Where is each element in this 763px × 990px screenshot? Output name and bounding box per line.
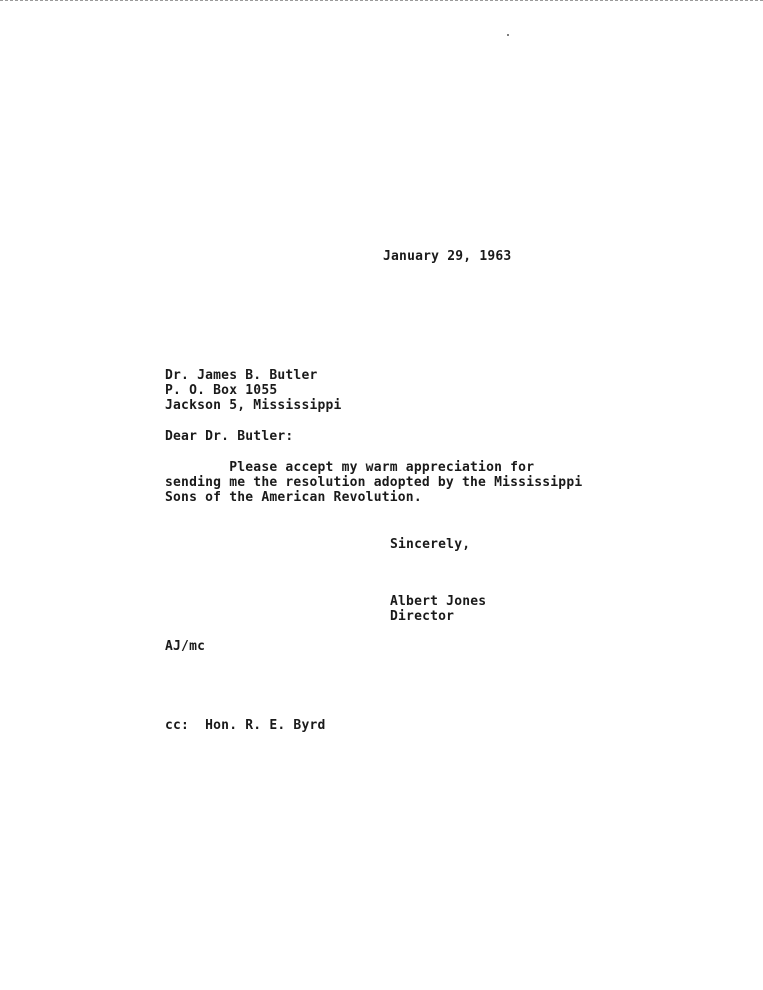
body-line: Please accept my warm appreciation for bbox=[165, 460, 535, 475]
body-line: sending me the resolution adopted by the Mississippi bbox=[165, 475, 583, 490]
signer-name: Albert Jones bbox=[390, 594, 487, 609]
salutation: Dear Dr. Butler: bbox=[165, 429, 294, 444]
recipient-name: Dr. James B. Butler bbox=[165, 368, 318, 383]
body-line: Sons of the American Revolution. bbox=[165, 490, 422, 505]
closing: Sincerely, bbox=[390, 537, 471, 552]
recipient-address-line2: Jackson 5, Mississippi bbox=[165, 398, 342, 413]
letter-date: January 29, 1963 bbox=[383, 249, 512, 264]
carbon-copy: cc: Hon. R. E. Byrd bbox=[165, 718, 326, 733]
typist-initials: AJ/mc bbox=[165, 639, 206, 654]
scan-speck bbox=[507, 34, 509, 36]
recipient-address-line1: P. O. Box 1055 bbox=[165, 383, 278, 398]
signer-title: Director bbox=[390, 609, 455, 624]
page-top-border bbox=[0, 0, 763, 1]
